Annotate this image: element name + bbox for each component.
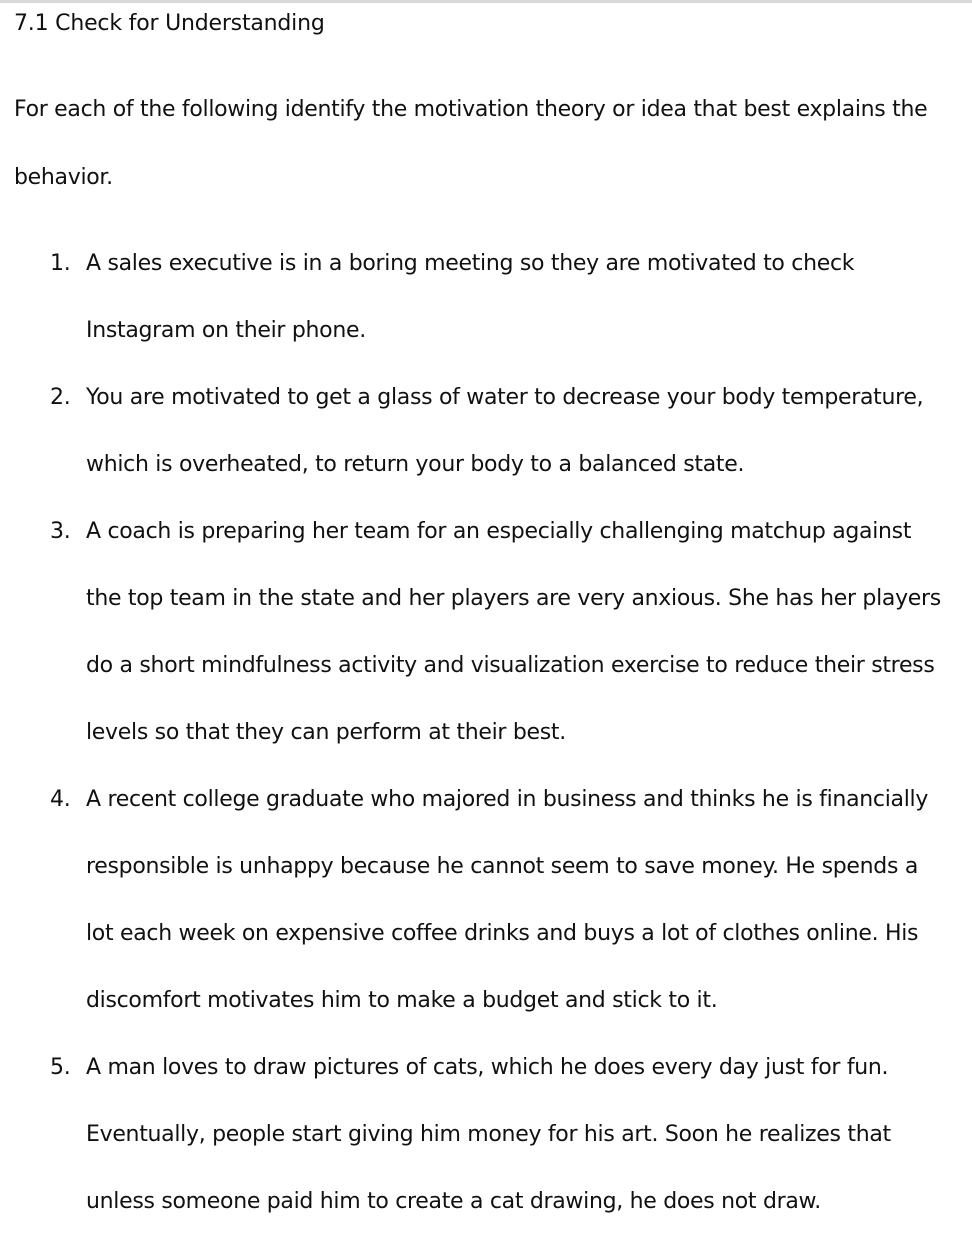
list-item-5 bbox=[50, 1034, 950, 1235]
item-number: 1. bbox=[50, 251, 71, 276]
item-number: 2. bbox=[50, 385, 71, 410]
instructions-paragraph: For each of the following identify the motivation theory or idea that best explains the behavior. bbox=[14, 97, 928, 190]
item-text: A recent college graduate who majored in business and thinks he is financially responsible is unhappy because he cannot seem to save money. He spends a lot each week on expensive coffee drinks and buys a lot of clothes online. His discomfort motivates him to make a budget and stick to it. bbox=[86, 787, 929, 1013]
page-title: 7.1 Check for Understanding bbox=[14, 11, 325, 36]
item-text: A sales executive is in a boring meeting so they are motivated to check Instagram on their phone. bbox=[86, 251, 855, 343]
item-number: 3. bbox=[50, 519, 71, 544]
item-number: 4. bbox=[50, 787, 71, 812]
list-item-1 bbox=[50, 230, 950, 364]
item-text: You are motivated to get a glass of water to decrease your body temperature, which is overheated, to return your body to a balanced state. bbox=[86, 385, 924, 477]
list-item-2 bbox=[50, 364, 950, 498]
item-number: 5. bbox=[50, 1055, 71, 1080]
item-text: A man loves to draw pictures of cats, which he does every day just for fun. Eventually, people start giving him money for his art. Soon he realizes that unless someone paid him to create a cat drawing, he does not draw. bbox=[86, 1055, 891, 1214]
list-item-3 bbox=[50, 498, 950, 766]
item-text: A coach is preparing her team for an especially challenging matchup against the top team in the state and her players are very anxious. She has her players do a short mindfulness activity and visualization exercise to reduce their stress levels so that they can perform at their best. bbox=[86, 519, 941, 745]
list-item-4 bbox=[50, 766, 950, 1034]
